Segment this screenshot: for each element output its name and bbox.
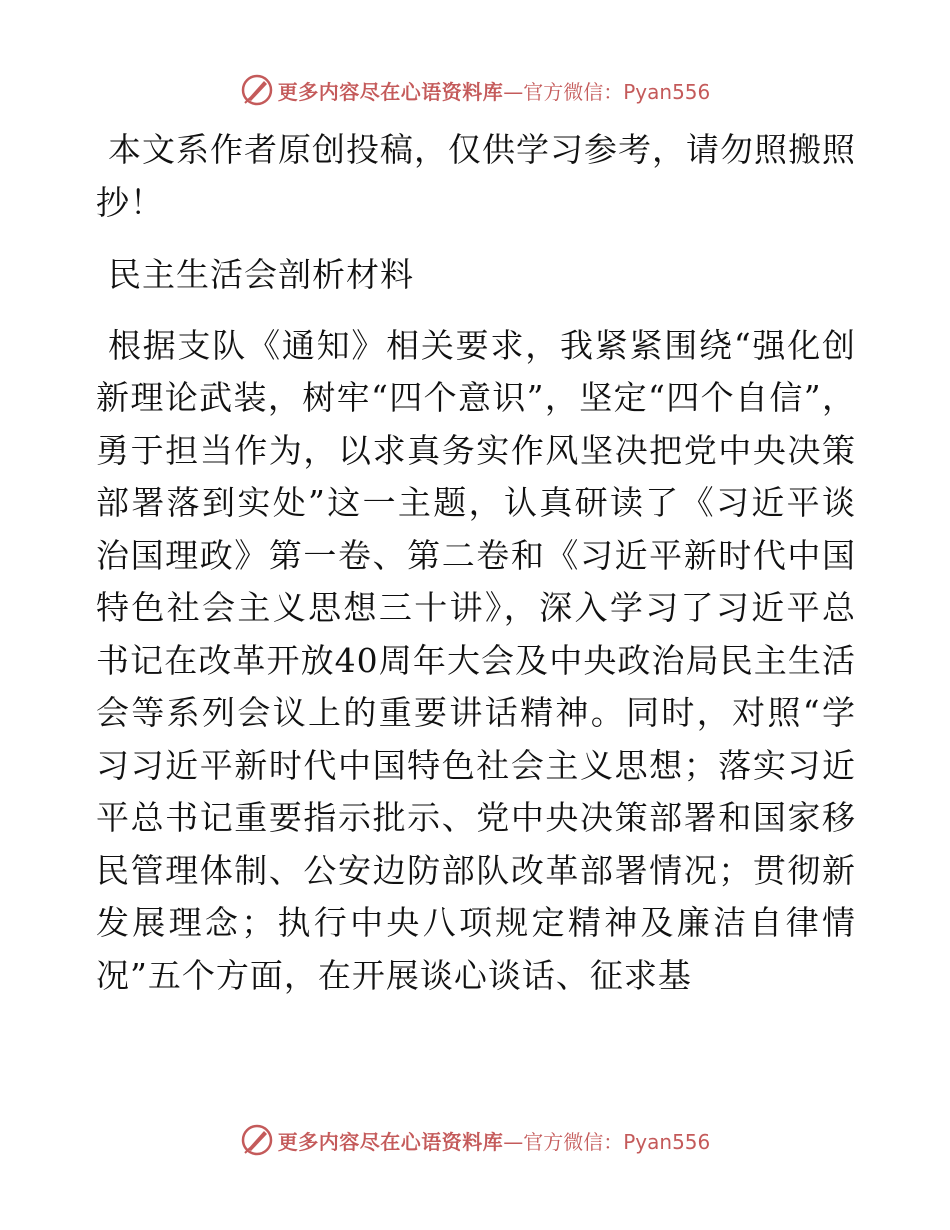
watermark-wechat-id: Pyan556 [623, 1129, 711, 1154]
document-body [96, 124, 856, 1002]
watermark-dash: — [503, 1129, 524, 1154]
footer-watermark-banner [0, 1120, 950, 1160]
quill-logo-icon [240, 1123, 274, 1157]
watermark-label: 官方微信： [523, 1129, 624, 1154]
watermark-label: 官方微信： [523, 79, 624, 104]
watermark-text [278, 76, 711, 105]
watermark-main-text: 更多内容尽在心语资料库 [277, 1129, 504, 1154]
header-watermark-banner [0, 70, 950, 110]
watermark-main-text: 更多内容尽在心语资料库 [277, 79, 504, 104]
watermark-dash: — [503, 79, 524, 104]
watermark-text [278, 1126, 711, 1155]
document-title: 民主生活会剖析材料 [108, 255, 414, 294]
copyright-notice: 本文系作者原创投稿，仅供学习参考，请勿照搬照抄！ [96, 130, 856, 222]
watermark-wechat-id: Pyan556 [623, 79, 711, 104]
body-paragraph: 根据支队《通知》相关要求，我紧紧围绕“强化创新理论武装，树牢“四个意识”，坚定“四个自信”，勇于担当作为，以求真务实作风坚决把党中央决策部署落到实处”这一主题，认真研读了《习近平谈治国理政》第一卷、第二卷和《习近平新时代中国特色社会主义思想三十讲》，深入学习了习近平总书记在改革开放40周年大会及中央政治局民主生活会等系列会议上的重要讲话精神。同时，对照“学习习近平新时代中国特色社会主义思想；落实习近平总书记重要指示批示、党中央决策部署和国家移民管理体制、公安边防部队改革部署情况；贯彻新发展理念；执行中央八项规定精神及廉洁自律情况”五个方面，在开展谈心谈话、征求基 [96, 325, 856, 995]
quill-logo-icon [240, 73, 274, 107]
